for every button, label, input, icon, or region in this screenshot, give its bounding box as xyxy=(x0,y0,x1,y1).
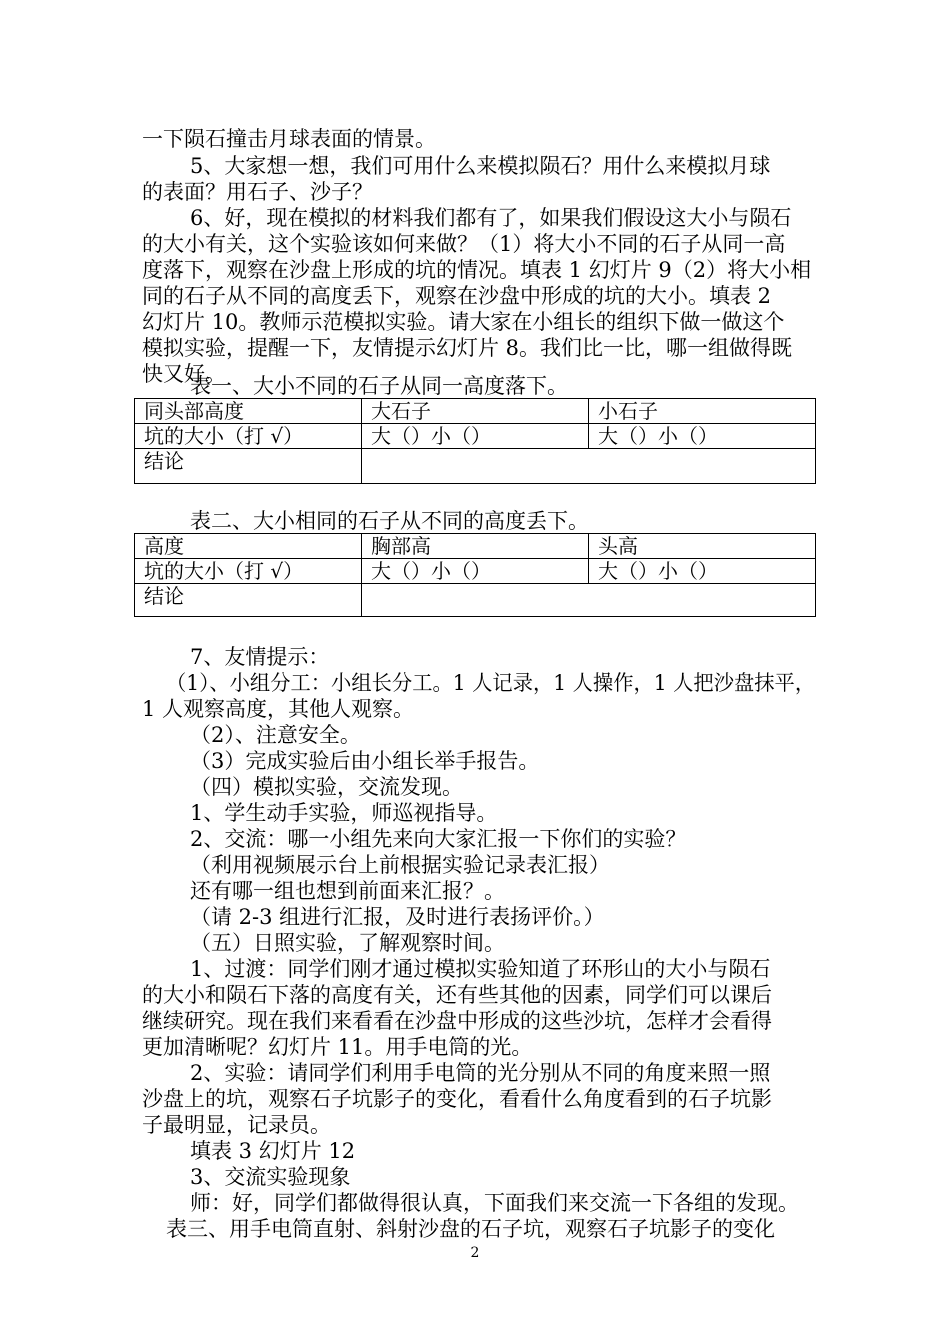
table-cell: 高度 xyxy=(135,534,362,559)
text-line: 的大小有关，这个实验该如何来做？（1）将大小不同的石子从同一高 xyxy=(142,232,786,256)
text-line: （五）日照实验，了解观察时间。 xyxy=(190,931,505,955)
text-line: 一下陨石撞击月球表面的情景。 xyxy=(142,127,436,151)
table-cell: 同头部高度 xyxy=(135,399,362,424)
table-row xyxy=(135,399,816,424)
text-line: 2、交流：哪一小组先来向大家汇报一下你们的实验？ xyxy=(190,827,687,851)
table-row xyxy=(135,584,816,617)
table1-caption: 表一、大小不同的石子从同一高度落下。 xyxy=(190,374,568,398)
text-line: 的表面？用石子、沙子？ xyxy=(142,180,373,204)
table-cell: 大（）小（） xyxy=(589,424,816,449)
text-line: （利用视频展示台上前根据实验记录表汇报） xyxy=(190,853,610,877)
text-line: 表三、用手电筒直射、斜射沙盘的石子坑，观察石子坑影子的变化 xyxy=(166,1217,775,1241)
table2 xyxy=(134,533,816,617)
text-line: 沙盘上的坑，观察石子坑影子的变化，看看什么角度看到的石子坑影 xyxy=(142,1087,772,1111)
text-line: 快又好。 xyxy=(142,362,226,386)
text-line: 5、大家想一想，我们可用什么来模拟陨石？用什么来模拟月球 xyxy=(190,154,771,178)
table-cell: 小石子 xyxy=(589,399,816,424)
table-cell: 坑的大小（打 √） xyxy=(135,424,362,449)
table-row xyxy=(135,449,816,484)
text-line: 子最明显，记录员。 xyxy=(142,1113,331,1137)
page-number: 2 xyxy=(470,1245,480,1261)
table-cell: 大（）小（） xyxy=(589,559,816,584)
text-line: 继续研究。现在我们来看看在沙盘中形成的这些沙坑，怎样才会看得 xyxy=(142,1009,772,1033)
table1 xyxy=(134,398,816,484)
table-cell xyxy=(362,584,816,617)
text-line: 师：好，同学们都做得很认真，下面我们来交流一下各组的发现。 xyxy=(190,1191,799,1215)
text-line: 2、实验：请同学们利用手电筒的光分别从不同的角度来照一照 xyxy=(190,1061,771,1085)
text-line: 1、学生动手实验，师巡视指导。 xyxy=(190,801,498,825)
text-line: 3、交流实验现象 xyxy=(190,1165,351,1189)
text-line: 度落下，观察在沙盘上形成的坑的情况。填表 1 幻灯片 9（2）将大小相 xyxy=(142,258,812,282)
text-line: 幻灯片 10。教师示范模拟实验。请大家在小组长的组织下做一做这个 xyxy=(142,310,785,334)
table-row xyxy=(135,534,816,559)
text-line: （请 2-3 组进行汇报，及时进行表扬评价。） xyxy=(190,905,605,929)
table-cell: 坑的大小（打 √） xyxy=(135,559,362,584)
table-cell: 结论 xyxy=(135,584,362,617)
text-line: 更加清晰呢？幻灯片 11。用手电筒的光。 xyxy=(142,1035,533,1059)
table-cell: 大（）小（） xyxy=(362,424,589,449)
text-line: （1）、小组分工：小组长分工。1 人记录，1 人操作，1 人把沙盘抹平， xyxy=(166,671,816,695)
table-cell: 大（）小（） xyxy=(362,559,589,584)
text-line: 模拟实验，提醒一下，友情提示幻灯片 8。我们比一比，哪一组做得既 xyxy=(142,336,793,360)
table-row xyxy=(135,424,816,449)
table-row xyxy=(135,559,816,584)
text-line: 1、过渡：同学们刚才通过模拟实验知道了环形山的大小与陨石 xyxy=(190,957,771,981)
table-cell: 结论 xyxy=(135,449,362,484)
text-line: 1 人观察高度，其他人观察。 xyxy=(142,697,415,721)
table-cell: 大石子 xyxy=(362,399,589,424)
table-cell: 头高 xyxy=(589,534,816,559)
text-line: （2）、注意安全。 xyxy=(190,723,361,747)
table-cell xyxy=(362,449,816,484)
text-line: 7、友情提示： xyxy=(190,645,330,669)
text-line: （3）完成实验后由小组长举手报告。 xyxy=(190,749,540,773)
text-line: 的大小和陨石下落的高度有关，还有些其他的因素，同学们可以课后 xyxy=(142,983,772,1007)
text-line: 填表 3 幻灯片 12 xyxy=(190,1139,356,1163)
text-line: 6、好，现在模拟的材料我们都有了，如果我们假设这大小与陨石 xyxy=(190,206,792,230)
text-line: 同的石子从不同的高度丢下，观察在沙盘中形成的坑的大小。填表 2 xyxy=(142,284,772,308)
table-cell: 胸部高 xyxy=(362,534,589,559)
text-line: 还有哪一组也想到前面来汇报？。 xyxy=(190,879,505,903)
text-line: （四）模拟实验，交流发现。 xyxy=(190,775,463,799)
table2-caption: 表二、大小相同的石子从不同的高度丢下。 xyxy=(190,509,589,533)
